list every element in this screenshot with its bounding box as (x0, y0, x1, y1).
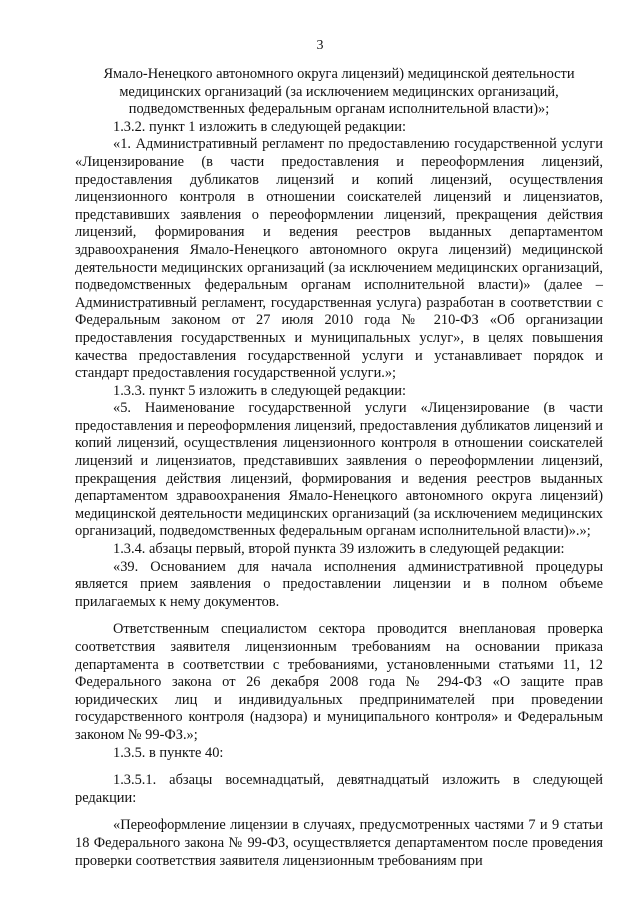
paragraph-inspection: Ответственным специалистом сектора проводится внеплановая проверка соответствия заявителя лицензионным требованиям на основании приказа департамента в соответствии с требованиями, установленными статьями 11, 12 Федерального закона от 26 декабря 2008 года № 294-ФЗ «О защите прав юридических лиц и индивидуальных предпринимателей при проведении государственного контроля (надзора) и муниципального контроля» и Федеральным законом № 99-ФЗ.»; (75, 621, 603, 743)
quoted-paragraph-1: «1. Административный регламент по предоставлению государственной услуги «Лицензирование (в части предоставления и переоформления лицензий, предоставления дубликатов лицензий и копий лицензий, осуществления лицензионного контроля в отношении соискателей лицензий и лицензиатов, представивших заявления о переоформлении лицензий, прекращения действия лицензий, формирования и ведения реестров выданных департаментом здравоохранения Ямало-Ненецкого автономного округа лицензий) медицинской деятельности медицинских организаций (за исключением медицинских организаций, подведомственных федеральным органам исполнительной власти)» (далее – Административный регламент, государственная услуга) разработан в соответствии с Федеральным законом от 27 июля 2010 года № 210-ФЗ «Об организации предоставления государственных и муниципальных услуг», в целях повышения качества предоставления государственной услуги и устанавливает порядок и стандарт предоставления государственной услуги.»; (75, 136, 603, 382)
item-1-3-2: 1.3.2. пункт 1 изложить в следующей редакции: (113, 118, 406, 135)
quoted-paragraph-reissue: «Переоформление лицензии в случаях, предусмотренных частями 7 и 9 статьи 18 Федерального закона № 99-ФЗ, осуществляется департаментом после проведения проверки соответствия заявителя лицензионным требованиям при (75, 817, 603, 869)
page-number: 3 (316, 38, 324, 53)
heading-line: медицинских организаций (за исключением медицинских организаций, (119, 83, 559, 100)
quoted-paragraph-39: «39. Основанием для начала исполнения административной процедуры является прием заявления о предоставлении лицензии и в полном объеме прилагаемых к нему документов. (75, 558, 603, 610)
item-1-3-4: 1.3.4. абзацы первый, второй пункта 39 изложить в следующей редакции: (113, 541, 565, 558)
item-1-3-3: 1.3.3. пункт 5 изложить в следующей редакции: (113, 382, 406, 399)
heading-line: подведомственных федеральным органам исполнительной власти)»; (128, 101, 550, 118)
quoted-paragraph-5: «5. Наименование государственной услуги «Лицензирование (в части предоставления и переоформления лицензий, предоставления дубликатов лицензий и копий лицензий, осуществления лицензионного контроля в отношении соискателей лицензий и лицензиатов, представивших заявления о переоформлении лицензий, прекращения действия лицензий, формирования и ведения реестров выданных департаментом здравоохранения Ямало-Ненецкого автономного округа лицензий) медицинской деятельности медицинских организаций (за исключением медицинских организаций, подведомственных федеральным органам исполнительной власти)».»; (75, 400, 603, 540)
item-1-3-5-1: 1.3.5.1. абзацы восемнадцатый, девятнадцатый изложить в следующей редакции: (75, 772, 603, 806)
item-1-3-5: 1.3.5. в пункте 40: (113, 744, 224, 761)
heading-line: Ямало-Ненецкого автономного округа лицензий) медицинской деятельности (103, 66, 575, 82)
document-body (75, 66, 603, 870)
